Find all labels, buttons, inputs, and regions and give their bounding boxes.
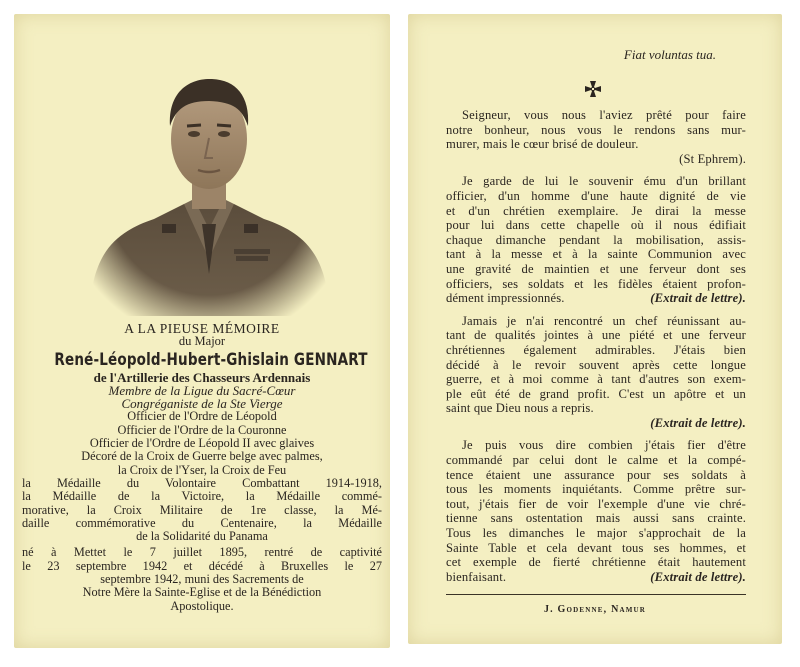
order-line: Officier de l'Ordre de Léopold (127, 409, 277, 424)
tribute-line: Seigneur, vous nous l'aviez prêté pour faire (462, 108, 746, 122)
divider (446, 594, 746, 595)
memorial-heading: A LA PIEUSE MÉMOIRE (124, 321, 280, 336)
tribute-line: tout, j'étais fier de voir l'exemple d'une vie chré- (446, 496, 746, 511)
memorial-text (22, 322, 382, 613)
tribute-line: pour lui dans cette chapelle où il nous édifiait (446, 218, 746, 233)
tribute-line: Sainte Table et cela devant tous ses hommes, et (446, 540, 746, 555)
portrait-photo (84, 54, 334, 316)
tribute-line: Tous les dimanches le major s'approchait de la (446, 526, 746, 541)
motto: Fiat voluntas tua. (623, 47, 716, 62)
tribute-line: chrétiennes également admirables. J'étais bien (446, 342, 746, 357)
deceased-name: René-Léopold-Hubert-Ghislain GENNART (54, 349, 368, 369)
memorial-card-front (14, 14, 390, 648)
tribute-line: officiers, ses soldats et les fidèles étaient profon- (446, 276, 746, 291)
tribute-line-with-source (446, 291, 746, 306)
tribute-line: cet exemple de fierté chrétienne était hautement (446, 555, 746, 570)
tribute-line: Je puis vous dire combien j'étais fier d'être (462, 438, 746, 453)
tribute-line: tienne sans ostentation mais aussi sans crainte. (446, 511, 746, 526)
memorial-card-back (408, 14, 782, 644)
tribute-line: tous les moments inquiétants. Comme prêtre sur- (446, 482, 746, 497)
decoration-line: la Croix de l'Yser, la Croix de Feu (117, 462, 287, 477)
tribute-line: murer, mais le cœur brisé de douleur. (446, 137, 639, 152)
tribute-line: commandé par celui dont le calme et la compé- (446, 453, 746, 468)
tribute-paragraph (446, 438, 746, 584)
tribute-line: saint que Dieu nous a repris. (446, 401, 594, 416)
tribute-line: bienfaisant. (446, 569, 507, 584)
tribute-line: notre bonheur, nous vous le rendons sans mur- (446, 122, 746, 137)
rank-line: du Major (178, 334, 226, 349)
tribute-line: dément impressionnés. (446, 291, 565, 306)
unit-line: de l'Artillerie des Chasseurs Ardennais (93, 369, 311, 385)
decoration-line: Décoré de la Croix de Guerre belge avec palmes, (81, 449, 323, 464)
decoration-line: la Médaille de la Victoire, la Médaille commé- (22, 489, 382, 504)
tribute-paragraph (446, 108, 746, 166)
tribute-line: tence étaient une assurance pour ses soldats à (446, 467, 746, 482)
decoration-line: daille commémorative du Centenaire, la Médaille (22, 515, 382, 530)
order-line: Officier de l'Ordre de la Couronne (117, 422, 287, 437)
decoration-line: de la Solidarité du Panama (136, 529, 268, 544)
tribute-paragraph (446, 174, 746, 305)
membership-line: Congréganiste de la Ste Vierge (121, 396, 283, 412)
tribute-line: décidé à le revoir souvent après cette longue (446, 357, 746, 372)
tribute-line: Je garde de lui le souvenir ému d'un brillant (462, 174, 746, 189)
biography-line: septembre 1942, muni des Sacrements de (100, 572, 304, 587)
tribute-line: et d'un chrétien exemplaire. Je dirai la messe (446, 203, 746, 218)
tribute-line: tant de qualités jointes à une piété et une ferveur (446, 328, 746, 343)
tribute-source: (Extrait de lettre). (650, 291, 746, 306)
printer-credit: J. Godenne, Namur (543, 604, 647, 615)
tribute-line: une gravité de maintien et une ferveur dont ses (446, 261, 746, 276)
tribute-line: tant à la messe et à la sainte Communion avec (446, 247, 746, 262)
tribute-line: Jamais je n'ai rencontré un chef réunissant au- (462, 313, 746, 328)
biography-line: le 23 septembre 1942 et décédé à Bruxelles le 27 (22, 558, 382, 573)
biography-line: Notre Mère la Sainte-Eglise et de la Bénédiction (82, 585, 322, 600)
tribute-paragraph (446, 314, 746, 431)
tribute-source: (Extrait de lettre). (650, 415, 746, 430)
order-line: Officier de l'Ordre de Léopold II avec glaives (89, 436, 315, 451)
decoration-line: morative, la Croix Militaire de 1re classe, la Mé- (22, 502, 382, 517)
tribute-line: ple eût été de grand profit. C'est un apôtre et un (446, 386, 746, 401)
decoration-line: la Médaille du Volontaire Combattant 1914-1918, (22, 475, 382, 490)
tribute-line-with-source (446, 570, 746, 585)
tribute-line: chaque dimanche pendant la mobilisation, assis- (446, 232, 746, 247)
tribute-source: (St Ephrem). (679, 151, 746, 166)
tribute-source: (Extrait de lettre). (650, 569, 746, 584)
biography-line: Apostolique. (170, 598, 234, 613)
biography-line: né à Mettet le 7 juillet 1895, rentré de captivité (22, 545, 382, 560)
membership-line: Membre de la Ligue du Sacré-Cœur (108, 382, 296, 398)
tributes (446, 108, 746, 592)
tribute-line: guerre, et à moi comme à tant d'autres son exem- (446, 372, 746, 387)
cross-pattee-icon (585, 81, 601, 97)
tribute-line: officier, d'un homme d'une haute dignité de vie (446, 188, 746, 203)
